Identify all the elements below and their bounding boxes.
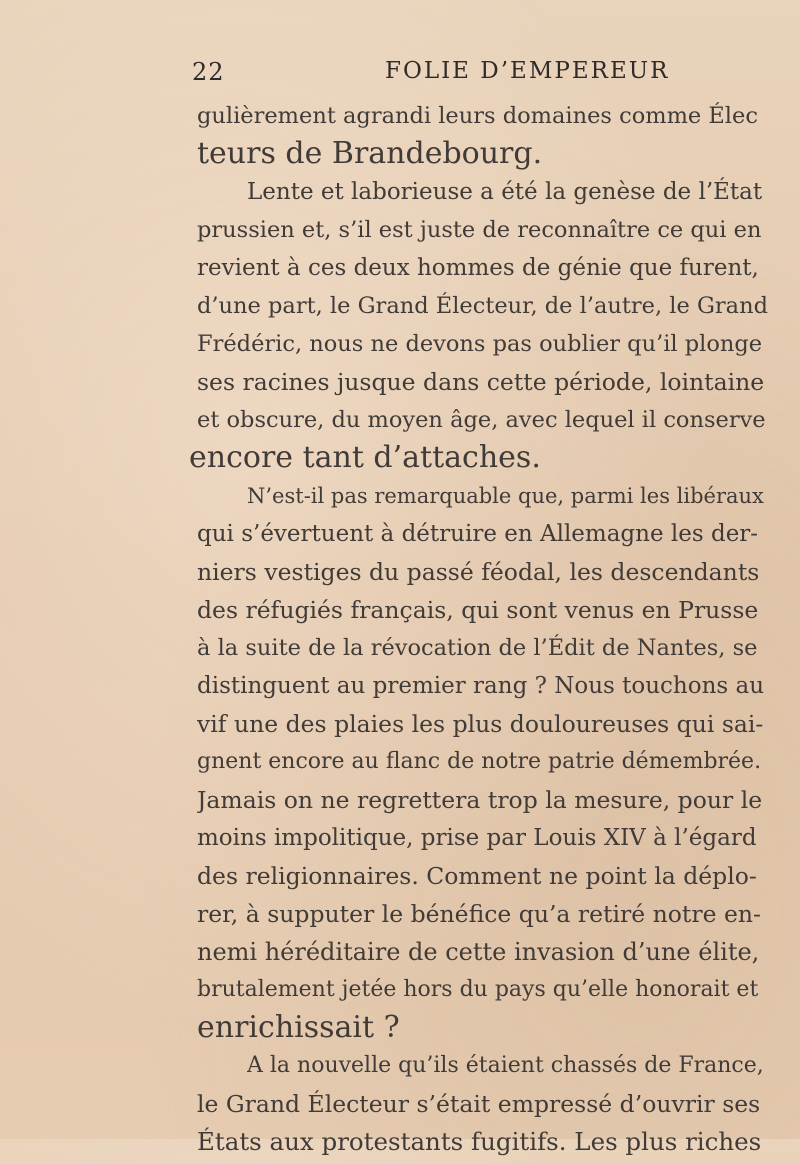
text-line: vif une des plaies les plus douloureuses qui sai- bbox=[197, 710, 764, 738]
text-line: États aux protestants fugitifs. Les plus riches bbox=[197, 1127, 762, 1156]
text-line: ses racines jusque dans cette période, lointaine bbox=[197, 368, 765, 396]
text-line: Lente et laborieuse a été la genèse de l’État bbox=[247, 179, 763, 205]
text-line: nemi héréditaire de cette invasion d’une élite, bbox=[197, 938, 760, 966]
text-line: teurs de Brandebourg. bbox=[197, 136, 543, 171]
page-header bbox=[0, 52, 800, 92]
text-line: distinguent au premier rang ? Nous touchons au bbox=[197, 673, 765, 699]
text-line: gulièrement agrandi leurs domaines comme Élec bbox=[197, 103, 758, 129]
text-line: gnent encore au flanc de notre patrie démembrée. bbox=[197, 749, 762, 774]
text-line: des religionnaires. Comment ne point la déplo- bbox=[197, 862, 757, 890]
text-line: des réfugiés français, qui sont venus en Prusse bbox=[197, 596, 759, 624]
text-line: encore tant d’attaches. bbox=[189, 440, 541, 475]
text-line: niers vestiges du passé féodal, les descendants bbox=[197, 558, 760, 586]
text-line: et obscure, du moyen âge, avec lequel il conserve bbox=[197, 407, 766, 433]
text-line: rer, à supputer le bénéfice qu’a retiré notre en- bbox=[197, 900, 761, 928]
text-line: qui s’évertuent à détruire en Allemagne les der- bbox=[197, 521, 759, 547]
text-line: moins impolitique, prise par Louis XIV à l’égard bbox=[197, 825, 757, 851]
running-title: FOLIE D’EMPEREUR bbox=[385, 58, 670, 84]
text-line: N’est-il pas remarquable que, parmi les libéraux bbox=[247, 484, 764, 508]
text-line: enrichissait ? bbox=[197, 1010, 400, 1045]
text-line: A la nouvelle qu’ils étaient chassés de France, bbox=[247, 1053, 764, 1078]
text-line: Jamais on ne regrettera trop la mesure, pour le bbox=[197, 786, 763, 814]
text-line: le Grand Électeur s’était empressé d’ouvrir ses bbox=[197, 1090, 761, 1118]
text-line: brutalement jetée hors du pays qu’elle honorait et bbox=[197, 977, 759, 1002]
page-number: 22 bbox=[192, 58, 225, 86]
text-line: à la suite de la révocation de l’Édit de Nantes, se bbox=[197, 635, 758, 661]
text-line: d’une part, le Grand Électeur, de l’autre, le Grand bbox=[197, 293, 768, 319]
text-line: revient à ces deux hommes de génie que furent, bbox=[197, 255, 759, 281]
text-line: prussien et, s’il est juste de reconnaître ce qui en bbox=[197, 217, 762, 243]
text-line: Frédéric, nous ne devons pas oublier qu’il plonge bbox=[197, 331, 763, 357]
